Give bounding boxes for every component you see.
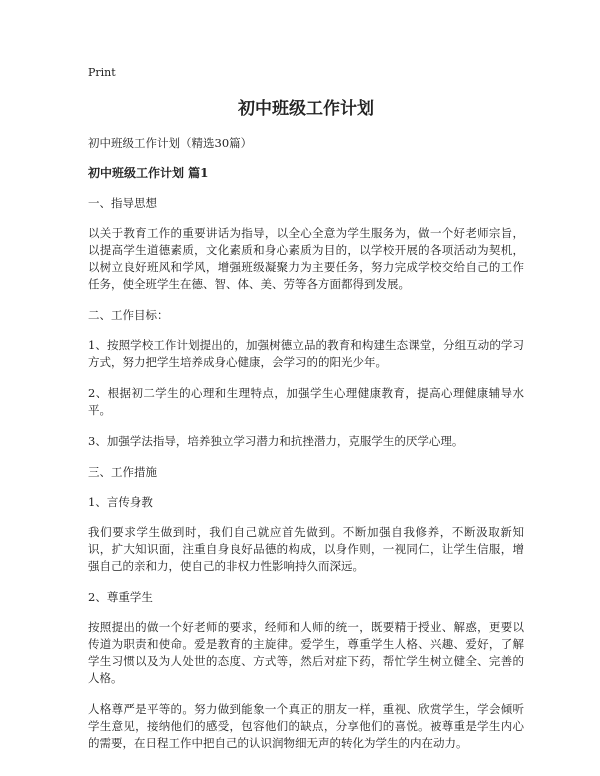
paragraph: 按照提出的做一个好老师的要求，经师和人师的统一，既要精于授业、解惑，更要以传道为职责和使命。爱是教育的主旋律。爱学生，尊重学生人格、兴趣、爱好，了解学生习惯以及为人处世的态度、方式等，然后对症下药，帮忙学生树立健全、完善的人格。 (88, 620, 524, 685)
paragraph: 1、按照学校工作计划提出的，加强树德立品的教育和构建生态课堂，分组互动的学习方式，努力把学生培养成身心健康，会学习的的阳光少年。 (88, 338, 524, 369)
print-label: Print (88, 66, 116, 79)
document-title: 初中班级工作计划 (238, 99, 374, 119)
heading-respect-students: 2、尊重学生 (88, 590, 153, 604)
paragraph: 2、根据初二学生的心理和生理特点，加强学生心理健康教育，提高心理健康辅导水平。 (88, 386, 524, 417)
section-title: 初中班级工作计划 篇1 (88, 166, 209, 180)
paragraph: 3、加强学法指导，培养独立学习潜力和抗挫潜力，克服学生的厌学心理。 (88, 434, 464, 448)
document-page (88, 66, 524, 766)
document-subtitle: 初中班级工作计划（精选30篇） (88, 136, 253, 150)
heading-guiding-ideology: 一、指导思想 (88, 196, 157, 210)
paragraph: 以关于教育工作的重要讲话为指导，以全心全意为学生服务为，做一个好老师宗旨，以提高学生道德素质，文化素质和身心素质为目的，以学校开展的各项活动为契机，以树立良好班风和学风，增强班级凝聚力为主要任务，努力完成学校交给自己的工作任务，使全班学生在德、智、体、美、劳等各方面都得到发展。 (88, 226, 524, 291)
heading-lead-by-example: 1、言传身教 (88, 495, 153, 509)
heading-work-measures: 三、工作措施 (88, 465, 157, 479)
paragraph: 人格尊严是平等的。努力做到能象一个真正的朋友一样，重视、欣赏学生，学会倾听学生意见，接纳他们的感受，包容他们的缺点，分享他们的喜悦。被尊重是学生内心的需要，在日程工作中把自己的认识润物细无声的转化为学生的内在动力。 (88, 702, 524, 750)
heading-work-goals: 二、工作目标： (88, 308, 169, 322)
paragraph: 我们要求学生做到时，我们自己就应首先做到。不断加强自我修养，不断汲取新知识，扩大知识面，注重自身良好品德的构成，以身作则，一视同仁，让学生信服，增强自己的亲和力，使自己的非权力性影响持久而深远。 (88, 525, 524, 573)
